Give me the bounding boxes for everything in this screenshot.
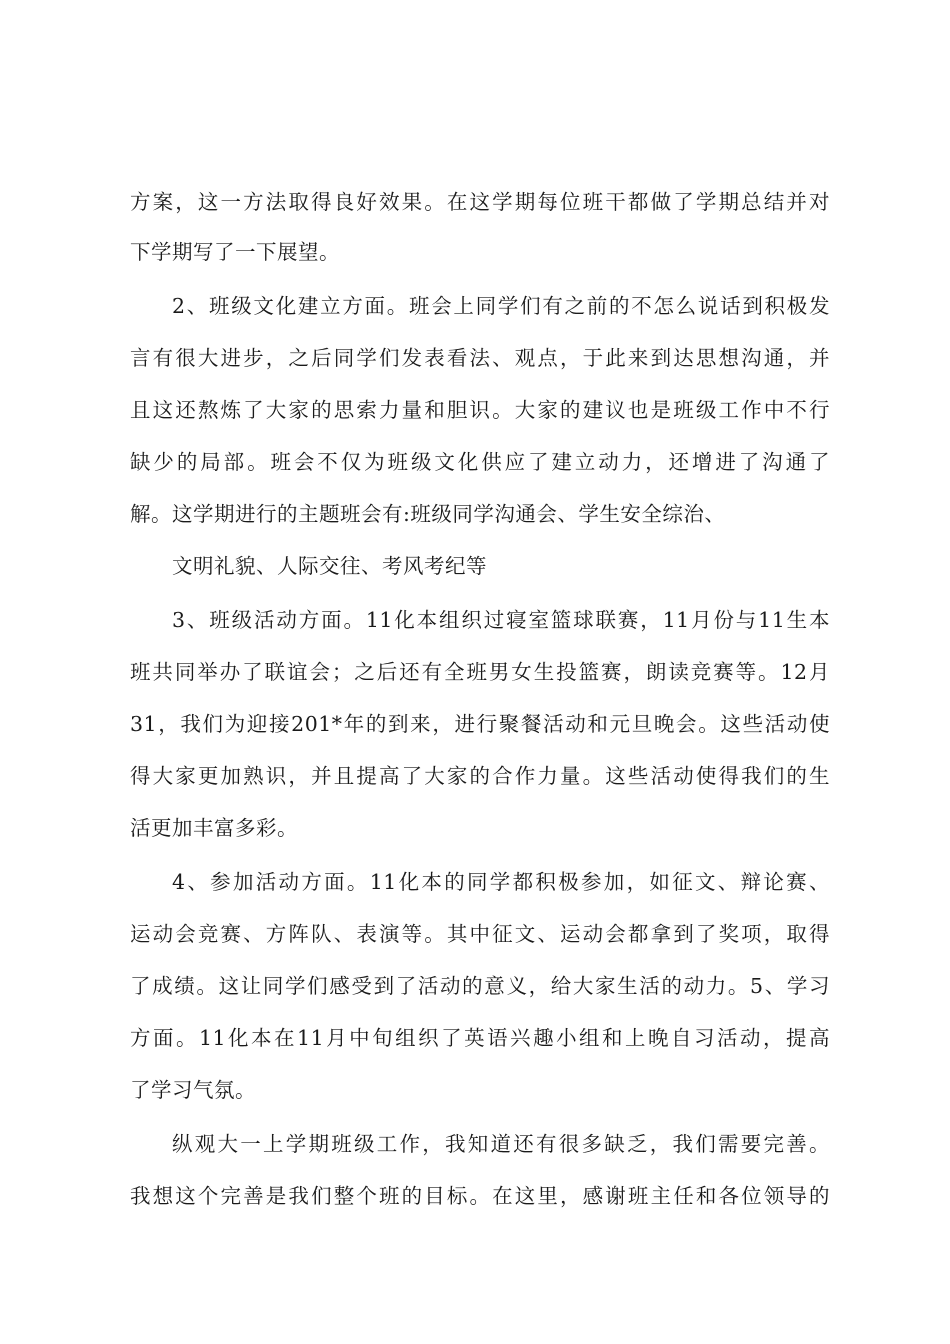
- text-line: 下学期写了一下展望。: [130, 240, 340, 264]
- text-line: 解。这学期进行的主题班会有:班级同学沟通会、学生安全综治、: [130, 502, 726, 526]
- text-line: 4、参加活动方面。11化本的同学都积极参加，如征文、辩论赛、: [172, 870, 830, 894]
- text-line: 方案，这一方法取得良好效果。在这学期每位班干都做了学期总结并对: [130, 190, 830, 214]
- text-line: 31，我们为迎接201*年的到来，进行聚餐活动和元旦晚会。这些活动使: [130, 712, 830, 736]
- text-line: 且这还熬炼了大家的思索力量和胆识。大家的建议也是班级工作中不行: [130, 398, 830, 422]
- text-line: 2、班级文化建立方面。班会上同学们有之前的不怎么说话到积极发: [172, 294, 830, 318]
- text-line: 3、班级活动方面。11化本组织过寝室篮球联赛，11月份与11生本: [172, 608, 830, 632]
- text-line: 活更加丰富多彩。: [130, 816, 298, 840]
- text-line: 言有很大进步，之后同学们发表看法、观点，于此来到达思想沟通，并: [130, 346, 830, 370]
- text-line: 文明礼貌、人际交往、考风考纪等: [172, 554, 487, 578]
- text-line: 了学习气氛。: [130, 1078, 256, 1102]
- text-line: 运动会竞赛、方阵队、表演等。其中征文、运动会都拿到了奖项，取得: [130, 922, 830, 946]
- text-line: 缺少的局部。班会不仅为班级文化供应了建立动力，还增进了沟通了: [130, 450, 830, 474]
- text-line: 方面。11化本在11月中旬组织了英语兴趣小组和上晚自习活动，提高: [130, 1026, 830, 1050]
- text-line: 了成绩。这让同学们感受到了活动的意义，给大家生活的动力。5、学习: [130, 974, 830, 998]
- text-line: 我想这个完善是我们整个班的目标。在这里，感谢班主任和各位领导的: [130, 1184, 830, 1208]
- text-line: 纵观大一上学期班级工作，我知道还有很多缺乏，我们需要完善。: [172, 1132, 830, 1156]
- text-line: 得大家更加熟识，并且提高了大家的合作力量。这些活动使得我们的生: [130, 764, 830, 788]
- text-line: 班共同举办了联谊会；之后还有全班男女生投篮赛，朗读竞赛等。12月: [130, 660, 830, 684]
